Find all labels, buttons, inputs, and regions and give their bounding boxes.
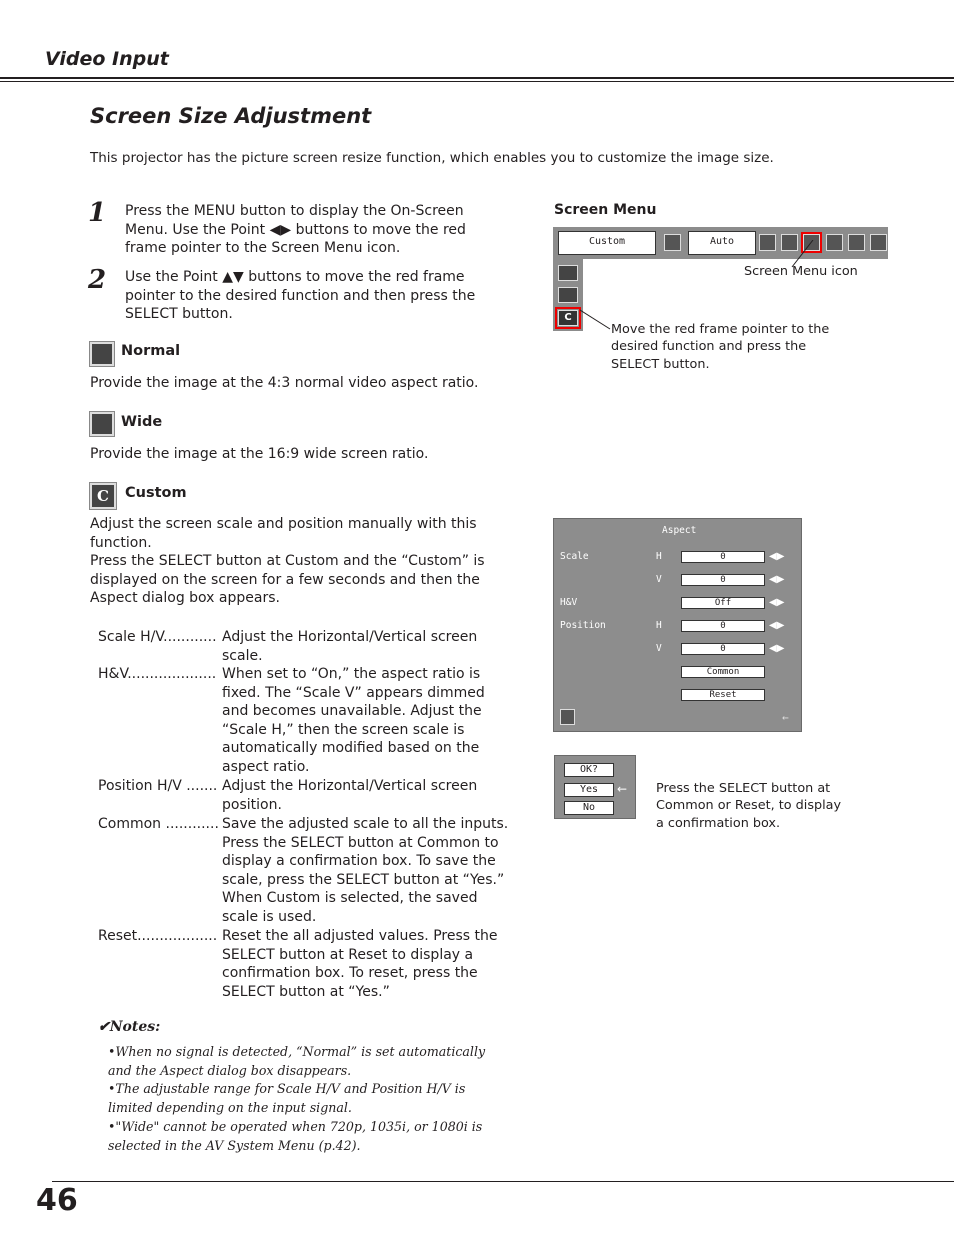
normal-heading: Normal bbox=[121, 343, 181, 359]
pointer-caption: Move the red frame pointer to the desired function and press the SELECT button. bbox=[611, 322, 830, 372]
aspect-pos-h-label: H bbox=[656, 620, 662, 631]
normal-icon bbox=[89, 341, 115, 367]
aspect-pos-v-field[interactable]: 0 bbox=[681, 643, 765, 655]
wide-heading: Wide bbox=[121, 414, 163, 430]
intro-text: This projector has the picture screen resize function, which enables you to customize the image size. bbox=[90, 150, 774, 166]
header-rule-thin bbox=[0, 81, 954, 82]
aspect-scale-h-arrows[interactable]: ◀▶ bbox=[769, 551, 785, 562]
aspect-scale-v-arrows[interactable]: ◀▶ bbox=[769, 574, 785, 585]
confirm-ok-label: OK? bbox=[564, 763, 614, 777]
custom-heading: Custom bbox=[125, 485, 187, 501]
custom-desc: Adjust the screen scale and position manually with this function. Press the SELECT button at Custom and the “Custom” is displayed on the screen for a few seconds and then the Aspect dialog box appears. bbox=[90, 516, 485, 607]
item-desc-common: Save the adjusted scale to all the inputs. Press the SELECT button at Common to display a confirmation box. To save the scale, press the SELECT button at “Yes.” When Custom is selected, the saved scale is used. bbox=[222, 816, 509, 925]
menu-side-bar bbox=[553, 259, 583, 331]
side-normal-icon[interactable] bbox=[558, 265, 578, 281]
confirm-pointer-icon: ← bbox=[617, 782, 628, 796]
aspect-scale-v-field[interactable]: 0 bbox=[681, 574, 765, 586]
aspect-scale-h-field[interactable]: 0 bbox=[681, 551, 765, 563]
page-number: 46 bbox=[36, 1183, 78, 1218]
aspect-position-label: Position bbox=[560, 620, 606, 631]
note-2: •The adjustable range for Scale H/V and Position H/V is limited depending on the input signal. bbox=[108, 1081, 466, 1115]
confirm-yes-button[interactable]: Yes bbox=[564, 783, 614, 797]
aspect-dialog bbox=[553, 518, 802, 732]
step-2-text: Use the Point ▲▼ buttons to move the red frame pointer to the desired function and then press the SELECT button. bbox=[125, 269, 476, 323]
aspect-common-button[interactable]: Common bbox=[681, 666, 765, 678]
wide-icon bbox=[89, 411, 115, 437]
aspect-title: Aspect bbox=[662, 525, 697, 536]
side-custom-icon[interactable]: C bbox=[558, 310, 578, 326]
item-desc-scale: Adjust the Horizontal/Vertical screen scale. bbox=[222, 629, 478, 664]
menu-tool-icon bbox=[870, 234, 887, 251]
aspect-hv-label: H&V bbox=[560, 597, 578, 608]
note-3: •"Wide" cannot be operated when 720p, 1035i, or 1080i is selected in the AV System Menu (p.42). bbox=[108, 1119, 483, 1153]
aspect-reset-button[interactable]: Reset bbox=[681, 689, 765, 701]
menu-field-auto: Auto bbox=[688, 231, 756, 255]
footer-rule bbox=[52, 1181, 954, 1182]
aspect-pos-h-arrows[interactable]: ◀▶ bbox=[769, 620, 785, 631]
aspect-hv-arrows[interactable]: ◀▶ bbox=[769, 597, 785, 608]
custom-icon: C bbox=[89, 482, 117, 510]
screen-menu-heading: Screen Menu bbox=[554, 202, 657, 218]
side-wide-icon[interactable] bbox=[558, 287, 578, 303]
item-desc-reset: Reset the all adjusted values. Press the SELECT button at Reset to display a confirmation box. To reset, press the SELECT button at “Yes.” bbox=[222, 928, 498, 1000]
item-label-position: Position H/V ....... bbox=[98, 778, 218, 794]
aspect-back-icon[interactable]: ← bbox=[782, 711, 789, 724]
notes-heading: ✔Notes: bbox=[98, 1019, 161, 1035]
aspect-scale-v-label: V bbox=[656, 574, 662, 585]
aspect-pos-v-label: V bbox=[656, 643, 662, 654]
section-title: Video Input bbox=[45, 48, 169, 70]
item-desc-position: Adjust the Horizontal/Vertical screen position. bbox=[222, 778, 478, 813]
step-2-number: 2 bbox=[88, 265, 107, 295]
header-rule bbox=[0, 77, 954, 79]
confirm-no-button[interactable]: No bbox=[564, 801, 614, 815]
menu-pen-icon bbox=[848, 234, 865, 251]
item-label-reset: Reset.................. bbox=[98, 928, 218, 944]
note-1: •When no signal is detected, “Normal” is set automatically and the Aspect dialog box disappears. bbox=[108, 1044, 486, 1078]
aspect-hv-field[interactable]: Off bbox=[681, 597, 765, 609]
page-title: Screen Size Adjustment bbox=[90, 104, 372, 128]
confirm-caption: Press the SELECT button at Common or Reset, to display a confirmation box. bbox=[656, 781, 842, 831]
wide-desc: Provide the image at the 16:9 wide screen ratio. bbox=[90, 446, 429, 462]
aspect-pos-v-arrows[interactable]: ◀▶ bbox=[769, 643, 785, 654]
step-1-text: Press the MENU button to display the On-Screen Menu. Use the Point ◀▶ buttons to move the red frame pointer to the Screen Menu icon. bbox=[125, 203, 466, 257]
aspect-scale-h-label: H bbox=[656, 551, 662, 562]
item-label-hv: H&V.................... bbox=[98, 666, 217, 682]
item-desc-hv: When set to “On,” the aspect ratio is fixed. The “Scale V” appears dimmed and becomes unavailable. Adjust the “Scale H,” then the screen scale is automatically modified based on the aspect ratio. bbox=[222, 666, 485, 775]
aspect-pos-h-field[interactable]: 0 bbox=[681, 620, 765, 632]
item-label-scale: Scale H/V............ bbox=[98, 629, 217, 645]
menu-field-custom: Custom bbox=[558, 231, 656, 255]
aspect-scale-label: Scale bbox=[560, 551, 589, 562]
menu-speaker-icon bbox=[826, 234, 843, 251]
confirm-dialog bbox=[554, 755, 636, 819]
item-label-common: Common ............ bbox=[98, 816, 219, 832]
aspect-exit-icon[interactable] bbox=[560, 709, 575, 725]
screen-menu-icon-caption: Screen Menu icon bbox=[744, 264, 858, 279]
step-1-number: 1 bbox=[88, 198, 107, 228]
normal-desc: Provide the image at the 4:3 normal video aspect ratio. bbox=[90, 375, 479, 391]
